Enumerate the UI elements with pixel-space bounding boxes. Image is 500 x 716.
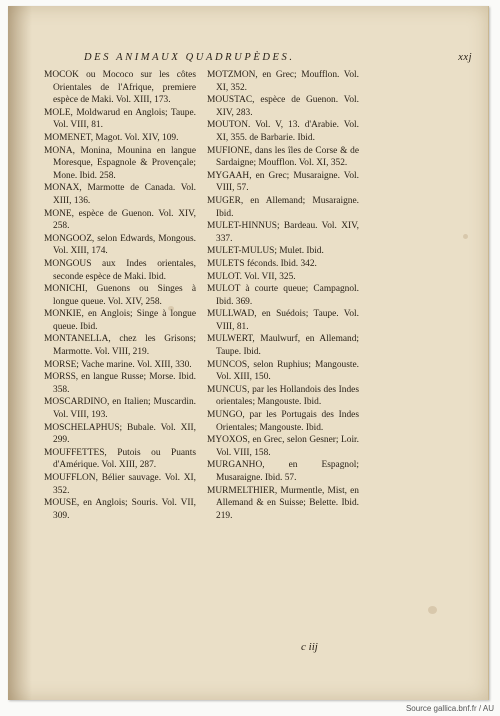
right-column <box>207 69 359 522</box>
index-entry: MONTANELLA, chez les Grisons; Marmotte. Vol. VIII, 219. <box>44 334 196 358</box>
page-binding-shadow <box>8 6 32 700</box>
index-entry: MULLWAD, en Suédois; Taupe. Vol. VIII, 81. <box>207 309 359 332</box>
source-footer: Source gallica.bnf.fr / AU <box>405 704 494 713</box>
index-entry: MYGAAH, en Grec; Musaraigne. Vol. VIII, 57. <box>207 170 359 194</box>
index-entry: MOLE, Moldwarud en Anglois; Taupe. Vol. VIII, 81. <box>44 107 196 131</box>
foxing-spot <box>463 234 468 239</box>
index-entry: MULET-MULUS; Mulet. Ibid. <box>207 246 324 257</box>
index-entry: MORSS, en langue Russe; Morse. Ibid. 358. <box>44 372 196 395</box>
foxing-spot <box>428 606 437 614</box>
index-entry: MONA, Monina, Mounina en langue Moresque, Espagnole & Provençale; Mone. Ibid. 258. <box>44 145 196 181</box>
index-entry: MONAX, Marmotte de Canada. Vol. XIII, 136. <box>44 183 196 206</box>
index-entry: MYOXOS, en Grec, selon Gesner; Loir. Vol. VIII, 158. <box>207 435 359 458</box>
index-entry: MONGOOZ, selon Edwards, Mongous. Vol. XIII, 174. <box>44 233 196 257</box>
page-number: xxj <box>458 52 472 63</box>
index-entry: MOCOK ou Mococo sur les côtes Orientales de l'Afrique, premiere espèce de Maki. Vol. XIII, 173. <box>44 70 196 106</box>
index-entry: MULOT à courte queue; Campagnol. Ibid. 369. <box>207 284 359 307</box>
index-entry: MUNGO, par les Portugais des Indes Orientales; Mangouste. Ibid. <box>207 410 359 433</box>
index-entry: MUNCUS, par les Hollandois des Indes orientales; Mangouste. Ibid. <box>207 384 359 408</box>
index-entry: MUNCOS, selon Ruphius; Mangouste. Vol. XIII, 150. <box>207 359 359 383</box>
left-column <box>44 69 196 522</box>
index-entry: MOUFFETTES, Putois ou Puants d'Amérique. Vol. XIII, 287. <box>44 447 196 471</box>
index-entry: MULWERT, Maulwurf, en Allemand; Taupe. Ibid. <box>207 334 359 358</box>
running-header <box>84 52 484 66</box>
index-entry: MOUSE, en Anglois; Souris. Vol. VII, 309. <box>44 498 196 521</box>
index-entry: MUFIONE, dans les îles de Corse & de Sardaigne; Moufflon. Vol. XI, 352. <box>207 145 359 169</box>
index-entry: MONE, espèce de Guenon. Vol. XIV, 258. <box>44 208 196 232</box>
index-entry: MOSCARDINO, en Italien; Muscardin. Vol. VIII, 193. <box>44 397 196 421</box>
signature-mark: c iij <box>301 641 318 653</box>
index-entry: MONKIE, en Anglois; Singe à longue queue. Ibid. <box>44 309 196 332</box>
index-entry: MOUFFLON, Bélier sauvage. Vol. XI, 352. <box>44 473 196 496</box>
index-entry: MOUTON. Vol. V, 13. d'Arabie. Vol. XI, 355. de Barbarie. Ibid. <box>207 120 359 143</box>
index-entry: MULET-HINNUS; Bardeau. Vol. XIV, 337. <box>207 221 359 244</box>
index-entry: MULOT. Vol. VII, 325. <box>207 271 296 282</box>
index-entry: MOUSTAC, espèce de Guenon. Vol. XIV, 283. <box>207 95 359 118</box>
index-entry: MUGER, en Allemand; Musaraigne. Ibid. <box>207 195 359 219</box>
index-entry: MOMENET, Magot. Vol. XIV, 109. <box>44 132 179 143</box>
index-entry: MONGOUS aux Indes orientales, seconde espèce de Maki. Ibid. <box>44 258 196 282</box>
running-title: DES ANIMAUX QUADRUPÈDES. <box>84 52 295 63</box>
index-entry: MOSCHELAPHUS; Bubale. Vol. XII, 299. <box>44 422 196 446</box>
index-entry: MORSE; Vache marine. Vol. XIII, 330. <box>44 359 192 370</box>
index-entry: MONICHI, Guenons ou Singes à longue queue. Vol. XIV, 258. <box>44 284 196 307</box>
index-entry: MOTZMON, en Grec; Moufflon. Vol. XI, 352. <box>207 70 359 93</box>
index-entry: MURMELTHIER, Murmentle, Mist, en Allemand & en Suisse; Belette. Ibid. 219. <box>207 485 359 521</box>
index-entry: MULETS féconds. Ibid. 342. <box>207 258 317 269</box>
index-entry: MURGANHO, en Espagnol; Musaraigne. Ibid. 57. <box>207 460 359 483</box>
